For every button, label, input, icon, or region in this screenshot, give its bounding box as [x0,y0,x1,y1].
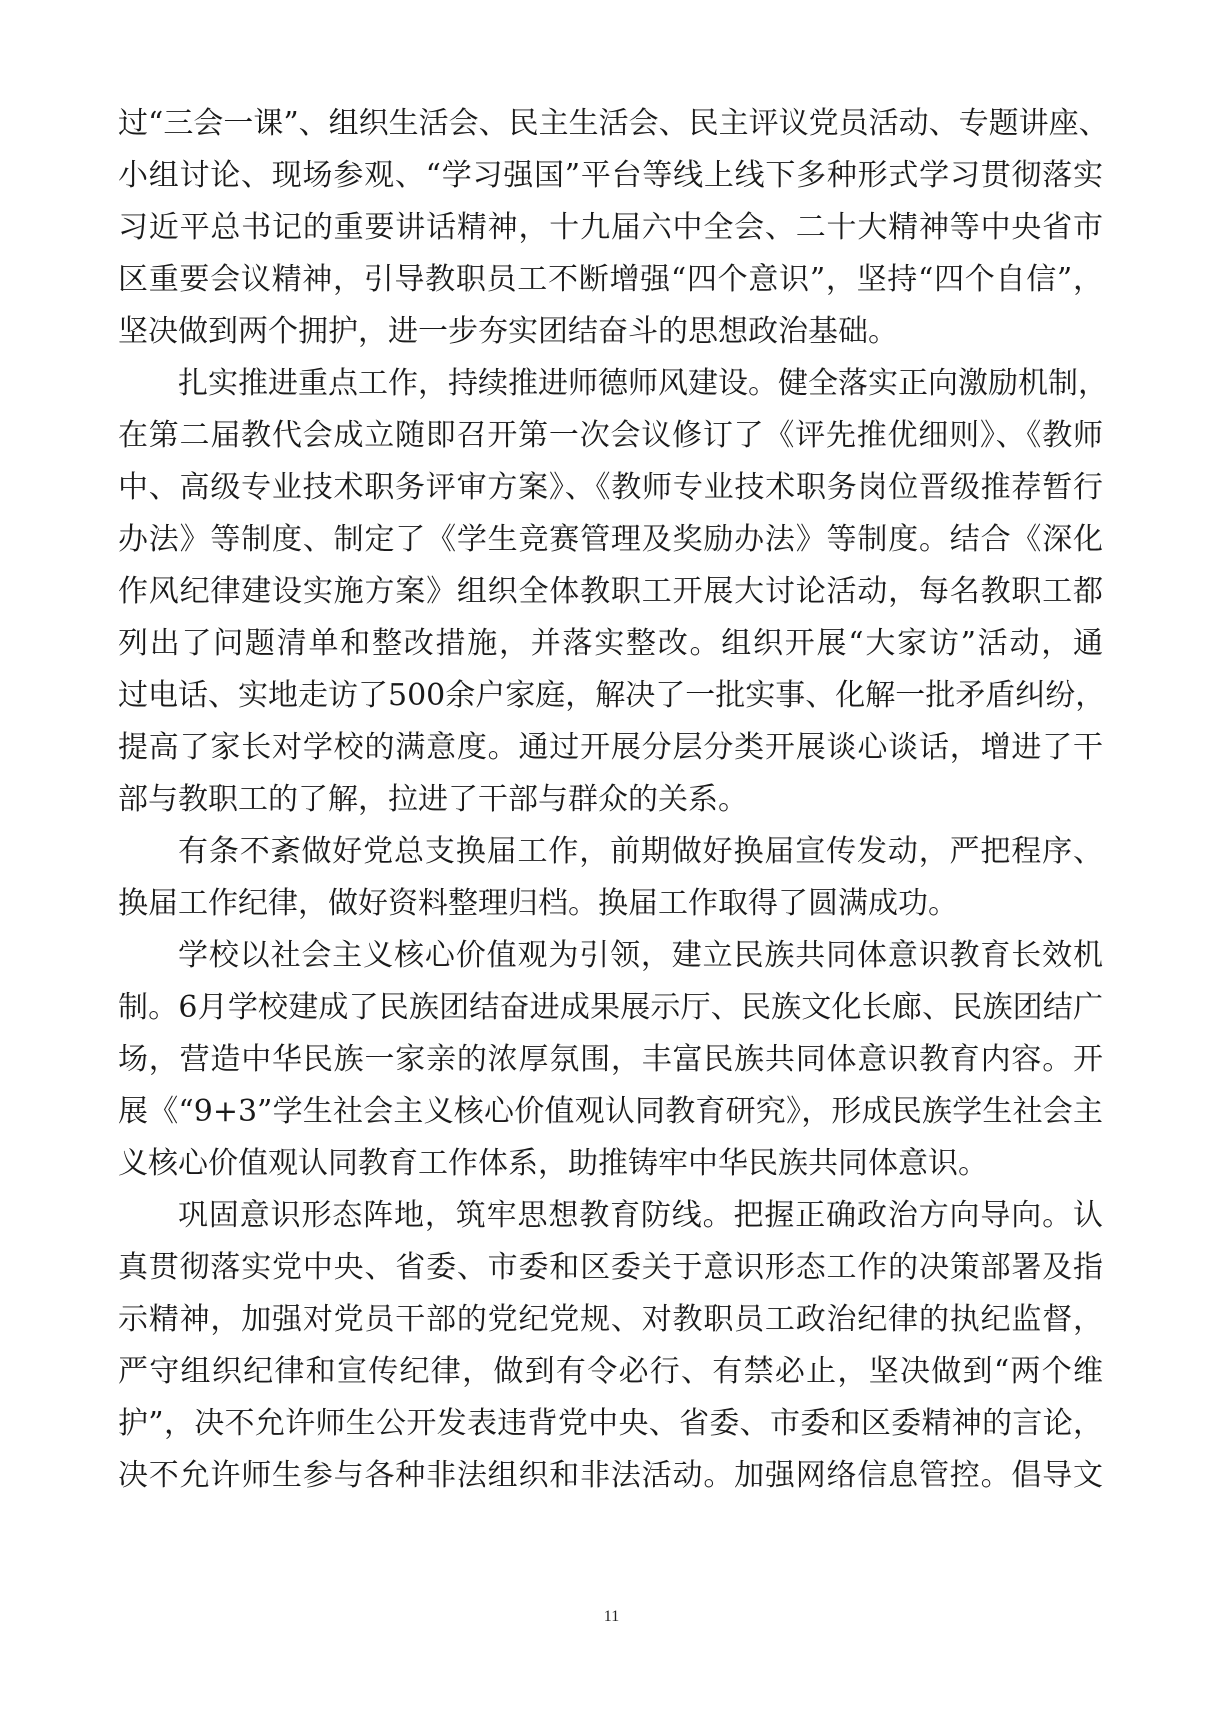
paragraph-3-line-1: 有条不紊做好党总支换届工作，前期做好换届宣传发动，严把程序、 [178,834,1103,869]
paragraph-1-line-3: 习近平总书记的重要讲话精神，十九届六中全会、二十大精神等中央省市 [118,210,1103,245]
paragraph-1-line-1: 过“三会一课”、组织生活会、民主生活会、民主评议党员活动、专题讲座、 [118,106,1109,141]
paragraph-5-line-3: 示精神，加强对党员干部的党纪党规、对教职员工政治纪律的执纪监督， [118,1302,1103,1337]
paragraph-2-line-1: 扎实推进重点工作，持续推进师德师风建设。健全落实正向激励机制， [178,366,1108,401]
paragraph-3-line-2: 换届工作纪律，做好资料整理归档。换届工作取得了圆满成功。 [118,886,958,921]
paragraph-2-line-2: 在第二届教代会成立随即召开第一次会议修订了《评先推优细则》、《教师 [118,418,1103,453]
paragraph-1-line-5: 坚决做到两个拥护，进一步夯实团结奋斗的思想政治基础。 [118,314,898,349]
paragraph-5-line-5: 护”，决不允许师生公开发表违背党中央、省委、市委和区委精神的言论， [118,1406,1103,1441]
paragraph-2-line-9: 部与教职工的了解，拉进了干部与群众的关系。 [118,782,748,817]
page-number: 11 [603,1608,620,1625]
paragraph-5-line-4: 严守组织纪律和宣传纪律，做到有令必行、有禁必止，坚决做到“两个维 [118,1354,1103,1389]
paragraph-4-line-5: 义核心价值观认同教育工作体系，助推铸牢中华民族共同体意识。 [118,1146,988,1181]
paragraph-1-line-2: 小组讨论、现场参观、“学习强国”平台等线上线下多种形式学习贯彻落实 [118,158,1103,193]
paragraph-4-line-2: 制。6月学校建成了民族团结奋进成果展示厅、民族文化长廊、民族团结广 [118,990,1103,1025]
paragraph-5-line-1: 巩固意识形态阵地，筑牢思想教育防线。把握正确政治方向导向。认 [178,1198,1103,1233]
paragraph-4-line-3: 场，营造中华民族一家亲的浓厚氛围，丰富民族共同体意识教育内容。开 [118,1042,1103,1077]
paragraph-5-line-2: 真贯彻落实党中央、省委、市委和区委关于意识形态工作的决策部署及指 [118,1250,1103,1285]
paragraph-2-line-5: 作风纪律建设实施方案》组织全体教职工开展大讨论活动，每名教职工都 [118,574,1103,609]
paragraph-2-line-6: 列出了问题清单和整改措施，并落实整改。组织开展“大家访”活动，通 [118,626,1103,661]
paragraph-4-line-1: 学校以社会主义核心价值观为引领，建立民族共同体意识教育长效机 [178,938,1103,973]
paragraph-4-line-4: 展《“9+3”学生社会主义核心价值观认同教育研究》，形成民族学生社会主 [118,1094,1103,1129]
paragraph-2-line-3: 中、高级专业技术职务评审方案》、《教师专业技术职务岗位晋级推荐暂行 [118,470,1103,505]
paragraph-2-line-8: 提高了家长对学校的满意度。通过开展分层分类开展谈心谈话，增进了干 [118,730,1103,765]
paragraph-1-line-4: 区重要会议精神，引导教职员工不断增强“四个意识”，坚持“四个自信”， [118,262,1103,297]
paragraph-2-line-7: 过电话、实地走访了500余户家庭，解决了一批实事、化解一批矛盾纠纷， [118,678,1106,713]
paragraph-5-line-6: 决不允许师生参与各种非法组织和非法活动。加强网络信息管控。倡导文 [118,1458,1103,1493]
paragraph-2-line-4: 办法》等制度、制定了《学生竞赛管理及奖励办法》等制度。结合《深化 [118,522,1103,557]
